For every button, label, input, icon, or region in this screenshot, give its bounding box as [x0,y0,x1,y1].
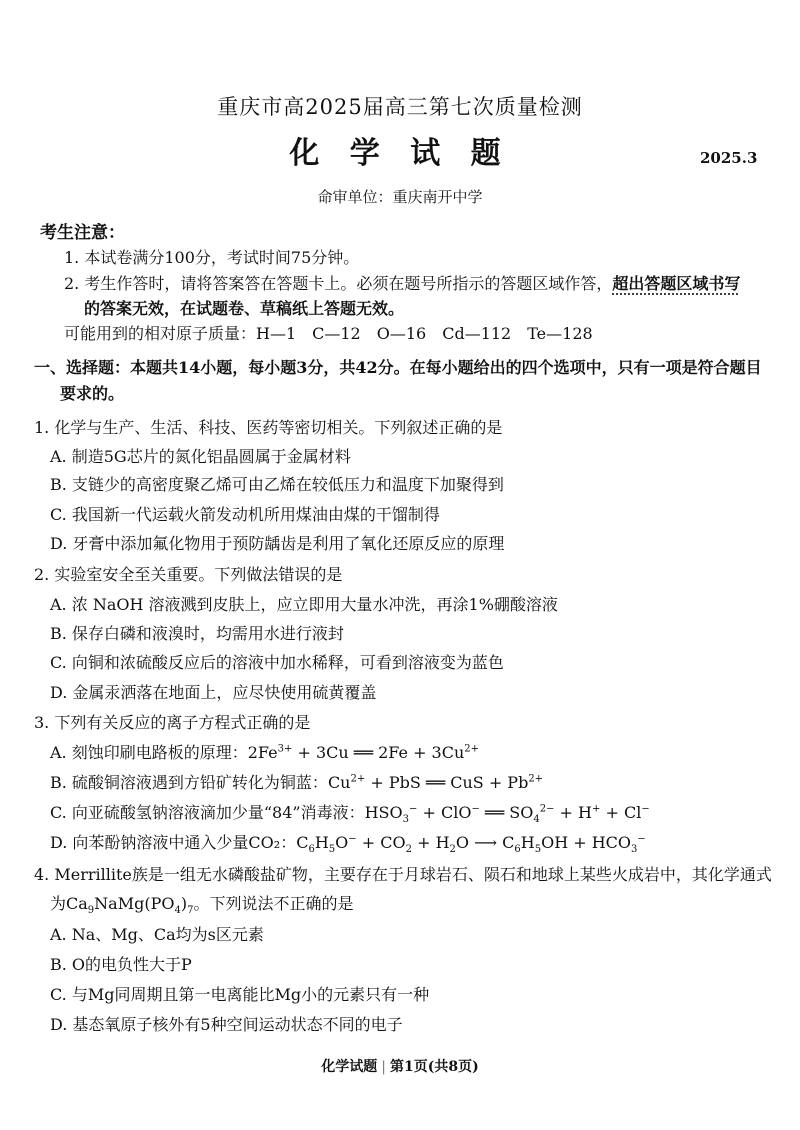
q3-option-a-equation: $2Fe^{3+} + 3Cu$ ══ $2Fe + 3Cu^{2+}$ [247,743,480,762]
exam-title: 重庆市高2025届高三第七次质量检测 [217,95,583,119]
q4-stem-cont [50,893,353,915]
q1-stem: 1. 化学与生产、生活、科技、医药等密切相关。下列叙述正确的是 [34,418,503,437]
q3-option-b-equation: $Cu^{2+}$ + PbS ══ CuS + $Pb^{2+}$ [327,773,544,792]
q1-option-d: D. 牙膏中添加氟化物用于预防龋齿是利用了氧化还原反应的原理 [50,534,505,553]
q4-option-d: D. 基态氧原子核外有5种空间运动状态不同的电子 [50,1015,403,1034]
page-footer [0,1056,800,1078]
q3-option-c-equation: $HSO_3^- + ClO^-$ ══ $SO_4^{2-} + H^+ + Cl^-$ [364,803,650,826]
notice-item-2-cont: 的答案无效，在试题卷、草稿纸上答题无效。 [84,299,405,318]
q3-option-b [50,772,543,794]
setter-unit: 命审单位：重庆南开中学 [317,188,483,206]
q2-option-a: A. 浓 NaOH 溶液溅到皮肤上，应立即用大量水冲洗，再涂1%硼酸溶液 [50,595,558,614]
q1-option-b: B. 支链少的高密度聚乙烯可由乙烯在较低压力和温度下加聚得到 [50,475,504,494]
q1-option-c: C. 我国新一代运载火箭发动机所用煤油由煤的干馏制得 [50,505,440,524]
section-heading-cont: 要求的。 [60,384,125,403]
q4-stem: 4. Merrillite族是一组无水磷酸盐矿物，主要存在于月球岩石、陨石和地球上某些火成岩中，其化学通式 [34,865,772,884]
q3-option-c [50,802,650,824]
q4-option-c: C. 与Mg同周期且第一电离能比Mg小的元素只有一种 [50,985,430,1004]
q3-option-a [50,742,479,764]
notice-item-2-emphasis: 超出答题区域书写 [612,274,741,293]
q3-option-d-equation: $C_6H_5O^- + CO_2 + H_2O$ ⟶ $C_6H_5OH + HCO_3^-$ [296,833,646,856]
q4-option-b: B. O的电负性大于P [50,955,192,974]
q4-formula: $Ca_9NaMg(PO_4)_7$ [66,894,194,917]
q2-option-c: C. 向铜和浓硫酸反应后的溶液中加水稀释，可看到溶液变为蓝色 [50,653,504,672]
atomic-masses: 可能用到的相对原子质量：H—1 C—12 O—16 Cd—112 Te—128 [64,324,593,343]
q4-stem-prefix: 为 [50,894,67,913]
q3-option-b-text: B. 硫酸铜溶液遇到方铅矿转化为铜蓝： [50,773,328,792]
q2-stem: 2. 实验室安全至关重要。下列做法错误的是 [34,565,343,584]
q3-option-c-text: C. 向亚硫酸氢钠溶液滴加少量“84”消毒液： [50,803,365,822]
footer-page-number: 第1页(共8页) [389,1059,479,1075]
q3-option-a-text: A. 刻蚀印刷电路板的原理： [50,743,248,762]
q1-option-a: A. 制造5G芯片的氮化铝晶圆属于金属材料 [50,447,351,466]
q4-option-a: A. Na、Mg、Ca均为s区元素 [50,925,264,944]
q3-stem: 3. 下列有关反应的离子方程式正确的是 [34,713,311,732]
q2-option-b: B. 保存白磷和液溴时，均需用水进行液封 [50,624,344,643]
q4-stem-suffix: 。下列说法不正确的是 [193,894,354,913]
q3-option-d-text: D. 向苯酚钠溶液中通入少量CO₂： [50,833,297,852]
exam-date: 2025.3 [700,149,758,167]
notice-item-2-text: 2. 考生作答时，请将答案答在答题卡上。必须在题号所指示的答题区域作答， [64,274,613,293]
q3-option-d [50,832,646,854]
notice-item-2 [64,273,740,295]
footer-subject: 化学试题 [321,1059,378,1075]
footer-separator: | [381,1059,386,1075]
notice-heading: 考生注意： [40,223,125,243]
section-heading: 一、选择题：本题共14小题，每小题3分，共42分。在每小题给出的四个选项中，只有一项是符合题目 [34,358,762,377]
q2-option-d: D. 金属汞洒落在地面上，应尽快使用硫黄覆盖 [50,683,377,702]
subject-title: 化 学 试 题 [289,136,511,171]
notice-item-1: 1. 本试卷满分100分，考试时间75分钟。 [64,248,360,267]
